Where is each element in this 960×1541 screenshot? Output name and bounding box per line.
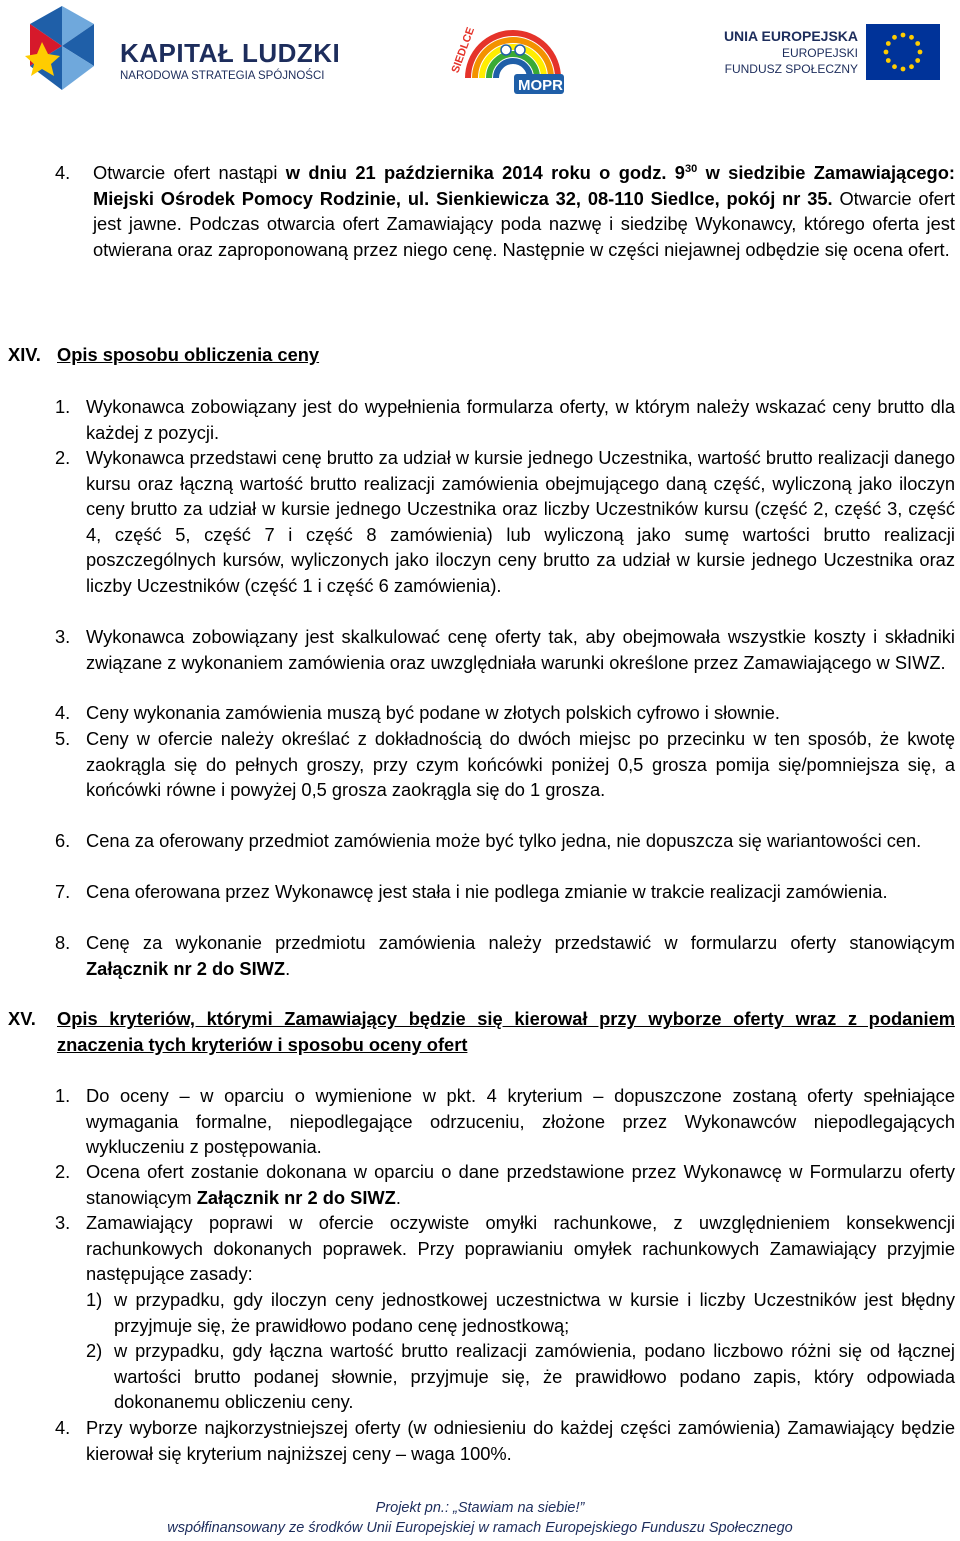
siedlce-text: SIEDLCE: [449, 25, 478, 75]
item-number: 7.: [55, 881, 71, 902]
list-item: [55, 394, 955, 445]
item-text-bold: w dniu 21 października 2014 roku o godz. 9: [285, 162, 685, 183]
item-number: 1.: [55, 396, 71, 417]
list-item: [55, 1415, 955, 1466]
section-number: XIV.: [8, 344, 41, 365]
item-text-bold: Załącznik nr 2 do SIWZ: [86, 957, 286, 979]
footer-cofinancing-note: współfinansowany ze środków Unii Europejskiej w ramach Europejskiego Funduszu Społecznego: [167, 1520, 793, 1536]
section-title: Opis kryteriów, którymi Zamawiający będzie się kierował przy wyborze oferty wraz z podaniem znaczenia tych kryteriów i sposobu oceny ofert: [57, 1008, 955, 1055]
item-text-superscript: 30: [684, 162, 698, 175]
eu-star-icon: [901, 67, 906, 72]
item-text: Ceny w ofercie należy określać z dokładnością do dwóch miejsc po przecinku w ten sposób, że kwotę zaokrągla się do pełnych groszy, przy czym końcówki poniżej 0,5 grosza pomija się/pomniejsza się, a końcówki równe i powyżej 0,5 grosza zaokrągla się do 1 grosza.: [86, 728, 955, 801]
kapital-ludzki-subtitle: NARODOWA STRATEGIA SPÓJNOŚCI: [120, 70, 325, 82]
kapital-ludzki-logo: [22, 6, 341, 98]
footer-project-name: Projekt pn.: „Stawiam na siebie!”: [375, 1500, 585, 1516]
eu-star-icon: [915, 58, 920, 63]
eu-star-icon: [892, 35, 897, 40]
list-item: [55, 828, 955, 854]
item-text-part: Ocena ofert zostanie dokonana w oparciu o dane przedstawione przez Wykonawcę w Formularzu oferty stanowiącym: [86, 1161, 955, 1208]
list-item: [55, 726, 955, 803]
sub-list-item: [86, 1287, 955, 1338]
page-header: [0, 0, 960, 110]
item-text-part: .: [285, 957, 291, 979]
section-title: Opis sposobu obliczenia ceny: [57, 344, 320, 365]
item-number: 5.: [55, 728, 71, 749]
item-text: Cena oferowana przez Wykonawcę jest stała i nie podlega zmianie w trakcie realizacji zamówienia.: [86, 881, 888, 902]
item-text: Zamawiający poprawi w ofercie oczywiste omyłki rachunkowe, z uwzględnieniem konsekwencji rachunkowych dokonanych poprawek. Przy poprawianiu omyłek rachunkowych Zamawiający przyjmie następujące zasady:: [86, 1212, 955, 1285]
item-text: Wykonawca przedstawi cenę brutto za udział w kursie jednego Uczestnika, wartość brutto realizacji danego kursu oraz łączną wartość brutto realizacji zamówienia obejmującego daną część, wyliczoną jako iloczyn ceny brutto za udział w kursie jednego Uczestnika oraz liczby Uczestników kursu (część 2, część 3, część 4, część 5, część 7 i część 8 zamówienia) lub wyliczoną jako sumę wartości brutto realizacji poszczególnych kursów, wyliczonych jako iloczyn ceny brutto za udział w kursie jednego Uczestnika oraz liczby Uczestników (część 1 i część 6 zamówienia).: [86, 447, 955, 596]
item-number: 4.: [55, 162, 71, 183]
item-text-part: Cenę za wykonanie przedmiotu zamówienia należy przedstawić w formularzu oferty stanowiącym: [86, 932, 955, 953]
kapital-ludzki-emblem-icon: [22, 6, 102, 98]
item-text: Do oceny – w oparciu o wymienione w pkt. 4 kryterium – dopuszczone zostaną oferty spełniające wymagania formalne, niepodlegające odrzuceniu, złożone przez Wykonawców niepodlegających wykluczeniu z postępowania.: [86, 1085, 955, 1158]
item-text-bold: Załącznik nr 2 do SIWZ: [196, 1186, 396, 1208]
eu-star-icon: [892, 64, 897, 69]
item-number: 4.: [55, 702, 71, 723]
list-item: [55, 930, 955, 981]
sub-item-text: w przypadku, gdy iloczyn ceny jednostkowej uczestnictwa w kursie i liczby Uczestników jest błędny przyjmuje się, że prawidłowo podano cenę jednostkową;: [114, 1289, 955, 1336]
list-item: [55, 1083, 955, 1160]
item-number: 8.: [55, 932, 71, 953]
eu-star-icon: [909, 35, 914, 40]
item-text-part: .: [395, 1186, 401, 1208]
eu-star-icon: [886, 41, 891, 46]
eu-flag-icon: [866, 24, 940, 80]
list-item: [55, 160, 955, 262]
eu-star-icon: [909, 64, 914, 69]
item-text: [86, 930, 955, 981]
sub-item-number: 1): [86, 1289, 103, 1310]
eu-star-icon: [915, 41, 920, 46]
item-text: Cena za oferowany przedmiot zamówienia może być tylko jedna, nie dopuszcza się wariantowości cen.: [86, 830, 922, 851]
eu-star-icon: [884, 50, 889, 55]
list-item: [55, 445, 955, 599]
kapital-ludzki-title: KAPITAŁ LUDZKI: [120, 38, 341, 68]
item-text-part: Otwarcie ofert nastąpi: [93, 162, 286, 183]
mopr-siedlce-logo: [448, 8, 568, 98]
item-text: Przy wyborze najkorzystniejszej oferty (w odniesieniu do każdej części zamówienia) Zamawiający będzie kierował się kryterium najniższej ceny – waga 100%.: [86, 1417, 955, 1464]
eu-title: UNIA EUROPEJSKA: [723, 28, 858, 44]
item-number: 3.: [55, 626, 71, 647]
item-number: 4.: [55, 1417, 71, 1438]
sub-list-item: [86, 1338, 955, 1415]
list-item: [55, 1159, 955, 1210]
item-text: Ceny wykonania zamówienia muszą być podane w złotych polskich cyfrowo i słownie.: [86, 702, 780, 723]
list-item: [55, 700, 955, 726]
list-item: [55, 879, 955, 905]
item-text: [93, 160, 955, 262]
item-text-bold: w siedzibie Zamawiającego: Miejski Ośrodek Pomocy Rodzinie, ul. Sienkiewicza 32, 08-110 Siedlce, pokój nr 35.: [93, 162, 955, 209]
item-text: [86, 1159, 955, 1210]
item-text: Wykonawca zobowiązany jest skalkulować cenę oferty tak, aby obejmowała wszystkie koszty i składniki związane z wykonaniem zamówienia oraz uwzględniała warunki określone przez Zamawiającego w SIWZ.: [86, 626, 955, 673]
item-number: 6.: [55, 830, 71, 851]
item-number: 1.: [55, 1085, 71, 1106]
item-text: Wykonawca zobowiązany jest do wypełnienia formularza oferty, w którym należy wskazać ceny brutto dla każdej z pozycji.: [86, 396, 955, 443]
eu-star-icon: [918, 50, 923, 55]
sub-item-number: 2): [86, 1340, 103, 1361]
eu-fund-line2: FUNDUSZ SPOŁECZNY: [724, 62, 858, 76]
eu-fund-line1: EUROPEJSKI: [781, 46, 858, 60]
page-footer: [0, 1498, 960, 1538]
list-item: [55, 624, 955, 675]
item-number: 3.: [55, 1212, 71, 1233]
item-number: 2.: [55, 1161, 71, 1182]
eu-logo: [723, 24, 940, 90]
eu-star-icon: [886, 58, 891, 63]
mopr-rainbow-icon: [448, 8, 568, 98]
list-item: [55, 1210, 955, 1287]
item-number: 2.: [55, 447, 71, 468]
eu-star-icon: [901, 33, 906, 38]
section-number: XV.: [8, 1008, 36, 1029]
sub-item-text: w przypadku, gdy łączna wartość brutto realizacji zamówienia, podano liczbowo różni się od łącznej wartości brutto podanej słownie, przyjmuje się, że prawidłowo podano zapis, który odpowiada dokonanemu obliczeniu ceny.: [114, 1340, 955, 1413]
item-text-part: Otwarcie ofert jest jawne. Podczas otwarcia ofert Zamawiający poda nazwę i siedzibę Wykonawcy, którego oferta jest otwierana oraz zaproponowaną przez niego cenę. Następnie w części niejawnej odbędzie się ocena ofert.: [93, 187, 955, 260]
mopr-text: MOPR: [518, 77, 563, 94]
